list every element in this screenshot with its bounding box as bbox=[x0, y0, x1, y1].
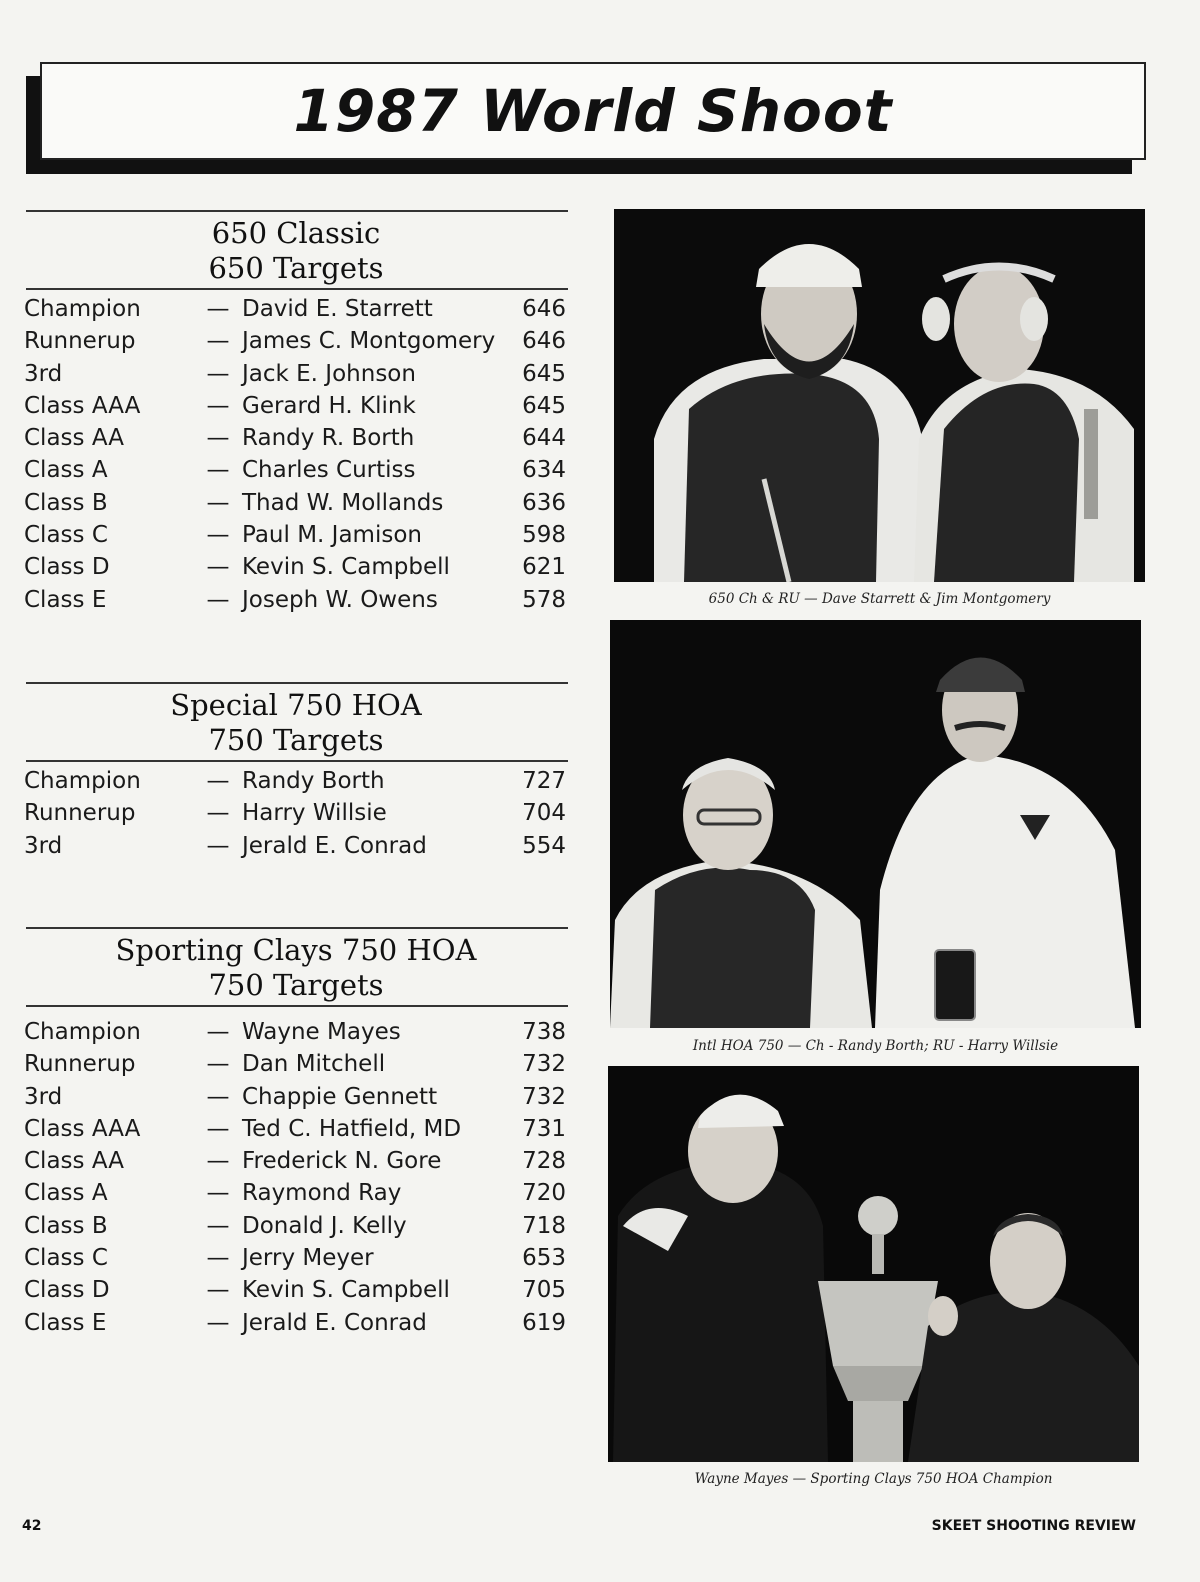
table-row bbox=[22, 1245, 570, 1277]
result-place: Class D bbox=[24, 1277, 110, 1304]
result-score: 645 bbox=[522, 392, 566, 419]
result-shooter-name: Chappie Gennett bbox=[242, 1083, 438, 1110]
photo-mayes-champion bbox=[608, 1066, 1139, 1462]
section-heading-title: Sporting Clays 750 HOA bbox=[115, 933, 477, 967]
table-row bbox=[22, 833, 570, 865]
result-place: Class AA bbox=[24, 425, 124, 452]
result-shooter-name: Ted C. Hatfield, MD bbox=[242, 1115, 462, 1142]
result-score: 728 bbox=[522, 1148, 566, 1175]
result-place: Class C bbox=[24, 522, 108, 549]
result-shooter-name: James C. Montgomery bbox=[242, 328, 496, 355]
publication-name: SKEET SHOOTING REVIEW bbox=[931, 1518, 1136, 1534]
result-place: Champion bbox=[24, 768, 141, 794]
table-row bbox=[22, 1116, 570, 1148]
result-score: 718 bbox=[522, 1212, 566, 1239]
photo-caption: Intl HOA 750 — Ch - Randy Borth; RU - Harry Willsie bbox=[692, 1038, 1059, 1054]
result-place: Class B bbox=[24, 1212, 108, 1239]
result-shooter-name: Wayne Mayes bbox=[242, 1019, 401, 1045]
result-place: Runnerup bbox=[24, 800, 136, 827]
section-heading-targets: 650 Targets bbox=[208, 251, 384, 285]
result-shooter-name: Jerald E. Conrad bbox=[242, 1309, 427, 1336]
separator-dash: — bbox=[206, 1019, 230, 1045]
result-shooter-name: Randy Borth bbox=[242, 768, 385, 794]
table-row bbox=[22, 1277, 570, 1309]
result-shooter-name: Donald J. Kelly bbox=[242, 1212, 407, 1239]
photo-starrett-montgomery bbox=[614, 209, 1145, 582]
result-place: Champion bbox=[24, 1019, 141, 1045]
separator-dash: — bbox=[206, 832, 230, 859]
separator-dash: — bbox=[206, 554, 230, 581]
results-table bbox=[22, 768, 570, 865]
result-score: 720 bbox=[522, 1180, 566, 1207]
result-shooter-name: Harry Willsie bbox=[242, 800, 387, 827]
result-score: 554 bbox=[522, 832, 566, 859]
result-place: Class E bbox=[24, 1309, 107, 1336]
separator-dash: — bbox=[206, 457, 230, 484]
table-row bbox=[22, 1084, 570, 1116]
photo-image bbox=[608, 1066, 1139, 1462]
results-sporting-clays-750-hoa bbox=[22, 927, 570, 1342]
result-shooter-name: Jerry Meyer bbox=[242, 1245, 374, 1272]
page-title: 1987 World Shoot bbox=[293, 77, 893, 145]
separator-dash: — bbox=[206, 1277, 230, 1304]
section-rule bbox=[26, 288, 568, 290]
result-score: 646 bbox=[522, 296, 566, 322]
result-place: Class AA bbox=[24, 1148, 124, 1175]
result-score: 646 bbox=[522, 328, 566, 355]
result-score: 731 bbox=[522, 1115, 566, 1142]
result-place: 3rd bbox=[24, 832, 63, 859]
result-score: 578 bbox=[522, 586, 566, 613]
result-score: 704 bbox=[522, 800, 566, 827]
separator-dash: — bbox=[206, 1309, 230, 1336]
result-shooter-name: Joseph W. Owens bbox=[242, 586, 438, 613]
separator-dash: — bbox=[206, 489, 230, 516]
result-shooter-name: Frederick N. Gore bbox=[242, 1148, 442, 1175]
result-score: 598 bbox=[522, 522, 566, 549]
section-heading bbox=[22, 684, 570, 760]
photo-caption: 650 Ch & RU — Dave Starrett & Jim Montgomery bbox=[708, 591, 1051, 607]
table-row bbox=[22, 554, 570, 586]
table-row bbox=[22, 490, 570, 522]
separator-dash: — bbox=[206, 1051, 230, 1078]
result-place: Class A bbox=[24, 457, 108, 484]
section-heading-targets: 750 Targets bbox=[208, 968, 384, 1002]
section-heading bbox=[22, 929, 570, 1005]
section-heading bbox=[22, 212, 570, 288]
table-row bbox=[22, 1180, 570, 1212]
table-row bbox=[22, 361, 570, 393]
page-number: 42 bbox=[22, 1518, 42, 1534]
photo-borth-willsie bbox=[610, 620, 1141, 1028]
table-row bbox=[22, 296, 570, 328]
section-rule bbox=[26, 760, 568, 762]
table-row bbox=[22, 768, 570, 800]
table-row bbox=[22, 1148, 570, 1180]
result-score: 732 bbox=[522, 1083, 566, 1110]
result-place: 3rd bbox=[24, 360, 63, 387]
results-table bbox=[22, 1019, 570, 1342]
section-heading-title: 650 Classic bbox=[211, 216, 381, 250]
result-shooter-name: David E. Starrett bbox=[242, 296, 433, 322]
photo-caption: Wayne Mayes — Sporting Clays 750 HOA Champion bbox=[694, 1471, 1053, 1487]
result-score: 727 bbox=[522, 768, 566, 794]
separator-dash: — bbox=[206, 1180, 230, 1207]
section-rule bbox=[26, 1005, 568, 1007]
table-row bbox=[22, 328, 570, 360]
separator-dash: — bbox=[206, 296, 230, 322]
result-score: 645 bbox=[522, 360, 566, 387]
result-place: Class AAA bbox=[24, 392, 141, 419]
separator-dash: — bbox=[206, 586, 230, 613]
result-score: 644 bbox=[522, 425, 566, 452]
title-banner bbox=[40, 62, 1146, 160]
result-place: Class A bbox=[24, 1180, 108, 1207]
table-row bbox=[22, 522, 570, 554]
results-special-750-hoa bbox=[22, 682, 570, 865]
separator-dash: — bbox=[206, 768, 230, 794]
result-place: 3rd bbox=[24, 1083, 63, 1110]
separator-dash: — bbox=[206, 1115, 230, 1142]
result-place: Runnerup bbox=[24, 328, 136, 355]
result-shooter-name: Jack E. Johnson bbox=[242, 360, 416, 387]
table-row bbox=[22, 1019, 570, 1051]
result-score: 636 bbox=[522, 489, 566, 516]
results-650-classic bbox=[22, 210, 570, 619]
result-score: 634 bbox=[522, 457, 566, 484]
result-place: Class C bbox=[24, 1245, 108, 1272]
results-table bbox=[22, 296, 570, 619]
result-shooter-name: Paul M. Jamison bbox=[242, 522, 422, 549]
separator-dash: — bbox=[206, 1148, 230, 1175]
result-shooter-name: Thad W. Mollands bbox=[242, 489, 444, 516]
result-shooter-name: Randy R. Borth bbox=[242, 425, 415, 452]
table-row bbox=[22, 800, 570, 832]
section-heading-title: Special 750 HOA bbox=[170, 688, 422, 722]
separator-dash: — bbox=[206, 1245, 230, 1272]
result-score: 653 bbox=[522, 1245, 566, 1272]
result-score: 705 bbox=[522, 1277, 566, 1304]
result-score: 732 bbox=[522, 1051, 566, 1078]
table-row bbox=[22, 457, 570, 489]
separator-dash: — bbox=[206, 328, 230, 355]
separator-dash: — bbox=[206, 392, 230, 419]
table-row bbox=[22, 587, 570, 619]
result-place: Class AAA bbox=[24, 1115, 141, 1142]
result-score: 619 bbox=[522, 1309, 566, 1336]
separator-dash: — bbox=[206, 1212, 230, 1239]
result-place: Runnerup bbox=[24, 1051, 136, 1078]
section-heading-targets: 750 Targets bbox=[208, 723, 384, 757]
result-place: Class B bbox=[24, 489, 108, 516]
photo-image bbox=[610, 620, 1141, 1028]
result-shooter-name: Raymond Ray bbox=[242, 1180, 402, 1207]
result-shooter-name: Dan Mitchell bbox=[242, 1051, 386, 1078]
separator-dash: — bbox=[206, 522, 230, 549]
table-row bbox=[22, 1310, 570, 1342]
separator-dash: — bbox=[206, 800, 230, 827]
result-score: 621 bbox=[522, 554, 566, 581]
table-row bbox=[22, 1213, 570, 1245]
result-shooter-name: Kevin S. Campbell bbox=[242, 1277, 450, 1304]
result-place: Class D bbox=[24, 554, 110, 581]
result-place: Class E bbox=[24, 586, 107, 613]
table-row bbox=[22, 393, 570, 425]
separator-dash: — bbox=[206, 425, 230, 452]
result-shooter-name: Kevin S. Campbell bbox=[242, 554, 450, 581]
result-shooter-name: Jerald E. Conrad bbox=[242, 832, 427, 859]
table-row bbox=[22, 1051, 570, 1083]
table-row bbox=[22, 425, 570, 457]
photo-image bbox=[614, 209, 1145, 582]
separator-dash: — bbox=[206, 360, 230, 387]
result-place: Champion bbox=[24, 296, 141, 322]
result-shooter-name: Gerard H. Klink bbox=[242, 392, 416, 419]
separator-dash: — bbox=[206, 1083, 230, 1110]
result-shooter-name: Charles Curtiss bbox=[242, 457, 416, 484]
result-score: 738 bbox=[522, 1019, 566, 1045]
